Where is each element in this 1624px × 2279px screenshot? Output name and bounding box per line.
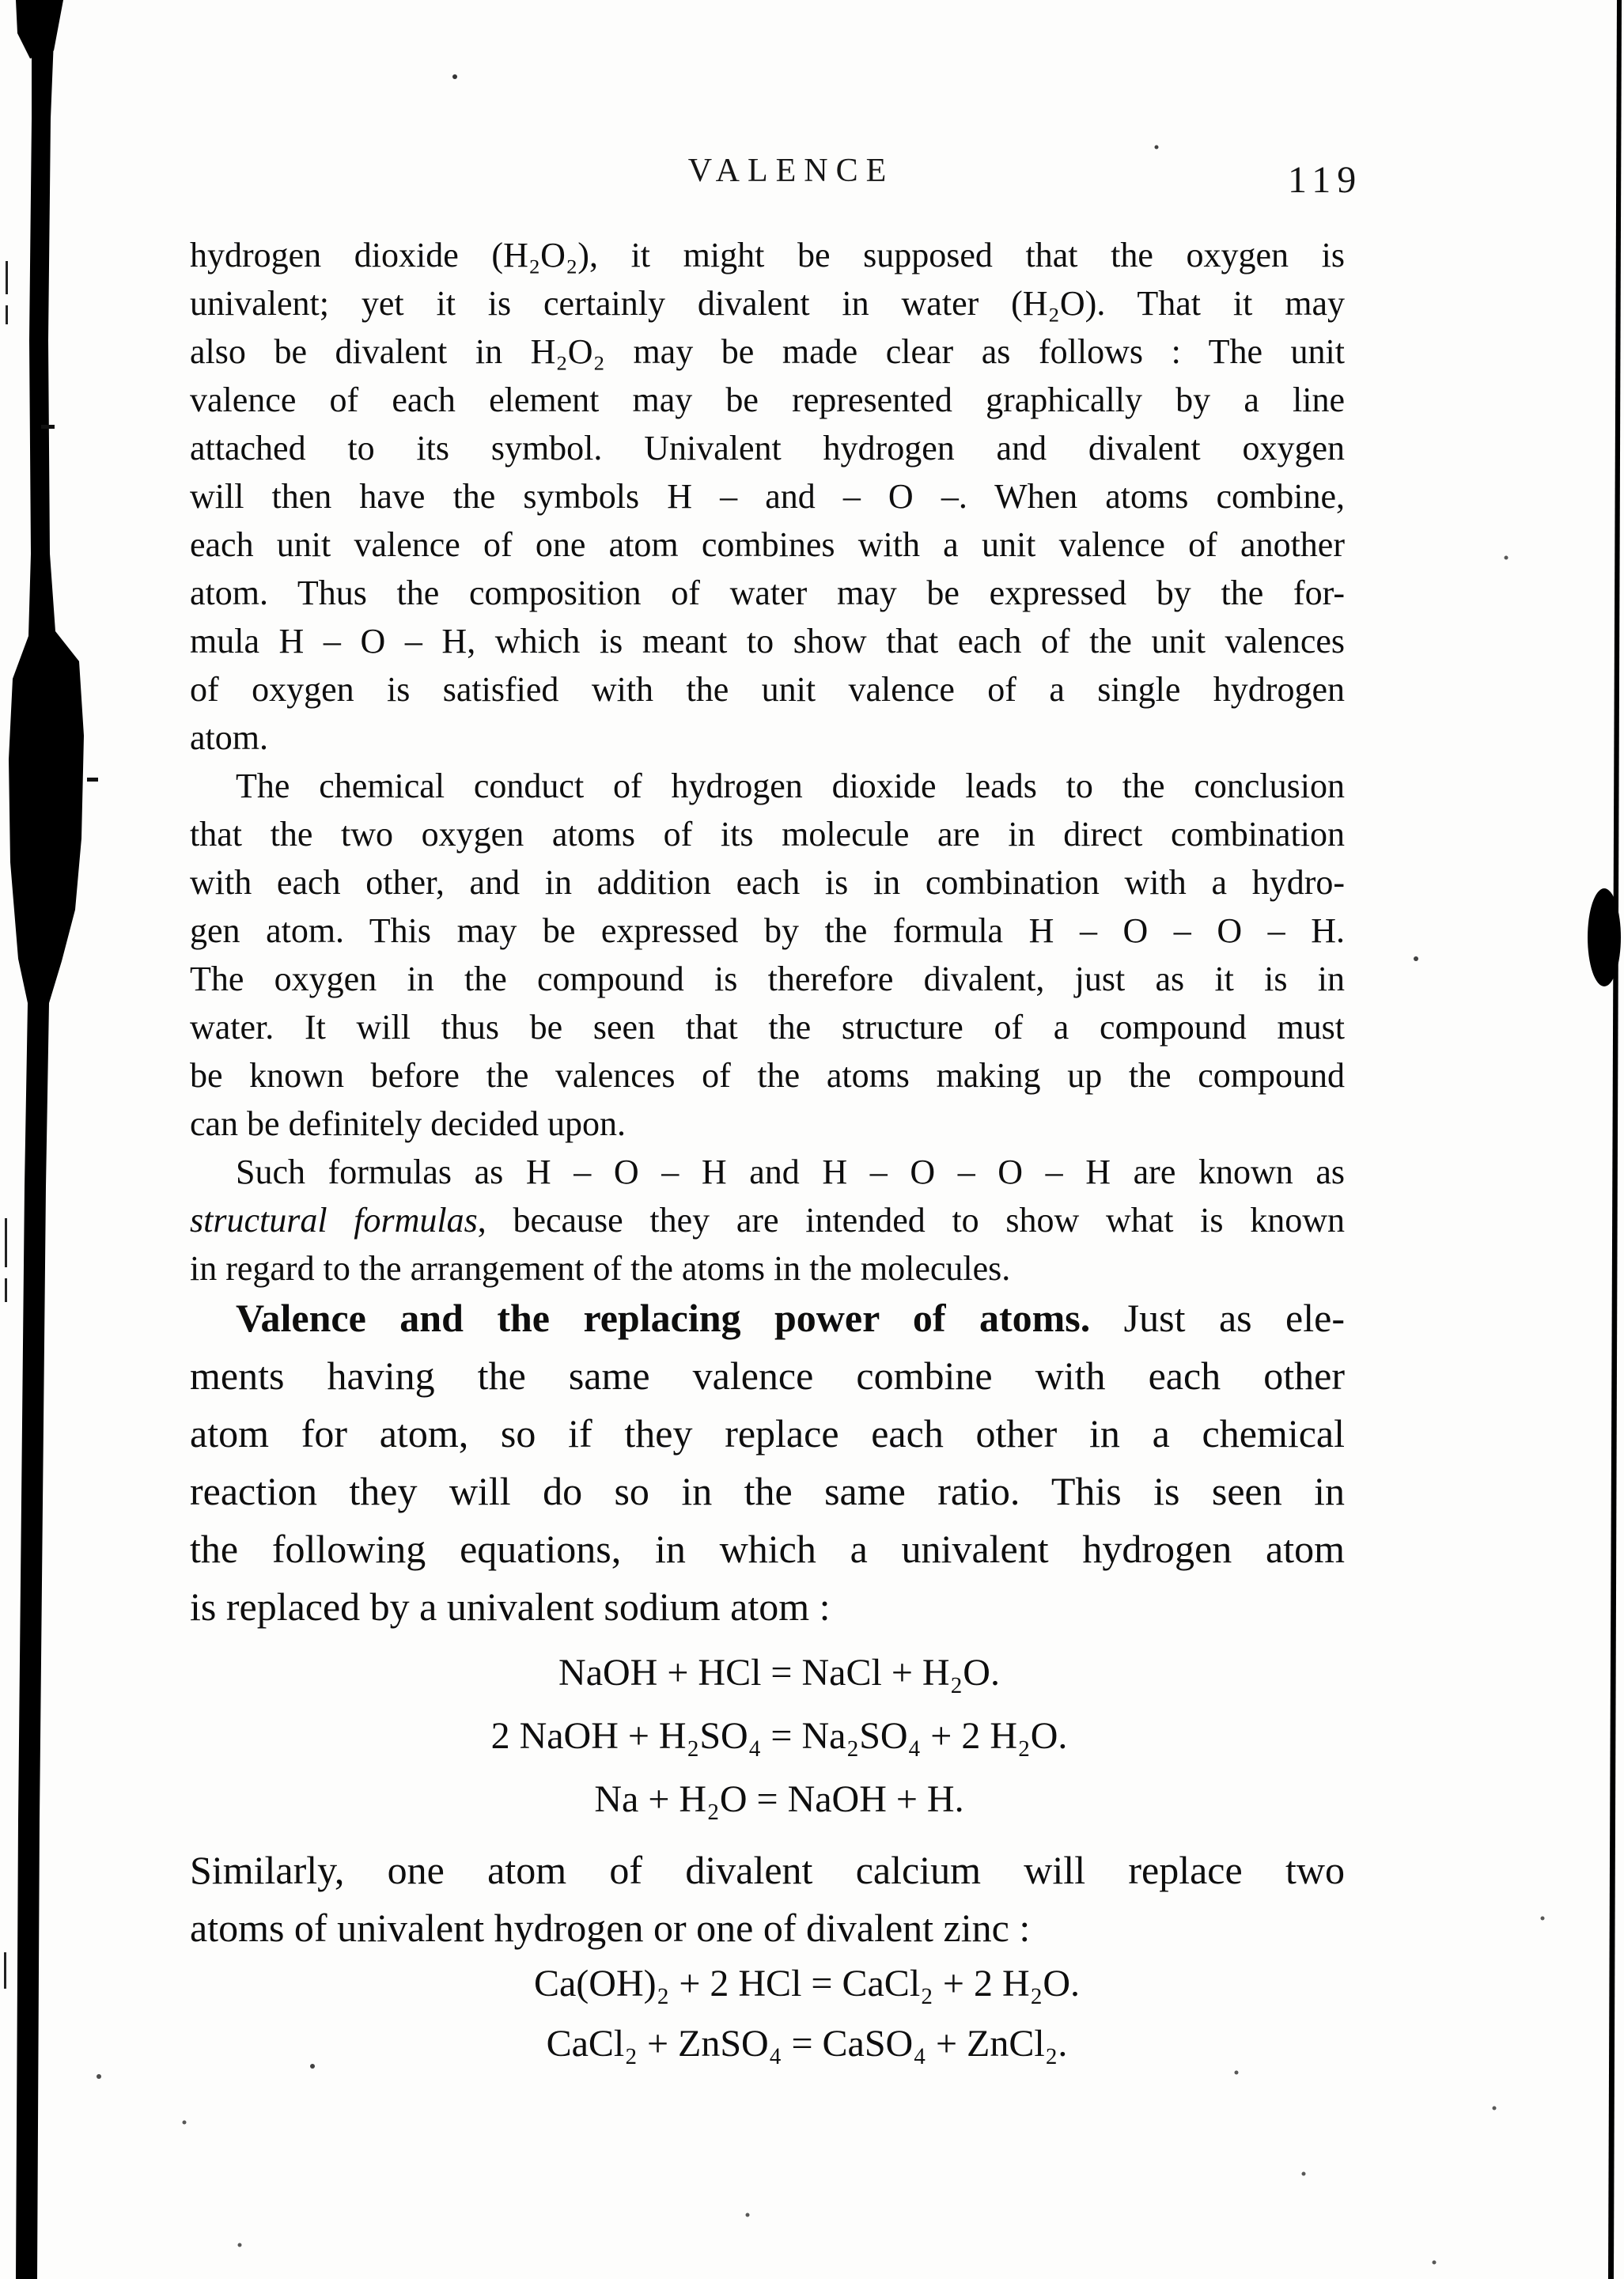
margin-dash	[41, 425, 55, 429]
left-ink-top-blob	[16, 0, 63, 59]
body-text-line: valence of each element may be represented graphically by a line	[190, 380, 1345, 419]
paragraph-chemical-conduct	[190, 762, 1345, 1148]
page-number: 119	[1288, 159, 1363, 201]
body-text-line: atom. Thus the composition of water may be expressed by the for-	[190, 574, 1345, 612]
equation-line: CaCl₂ + ZnSO₄ = CaSO₄ + ZnCl₂.	[546, 2023, 1068, 2065]
body-text-line: in regard to the arrangement of the atoms in the molecules.	[190, 1249, 1011, 1288]
ink-speck	[1414, 956, 1418, 961]
margin-tick	[6, 261, 8, 294]
ink-speck	[97, 2074, 101, 2079]
body-text-line: atom.	[190, 718, 268, 757]
body-text-line: the following equations, in which a univalent hydrogen atom	[190, 1527, 1345, 1571]
equation-line: 2 NaOH + H₂SO₄ = Na₂SO₄ + 2 H₂O.	[490, 1715, 1068, 1757]
margin-tick	[5, 1278, 7, 1302]
body-text-line: each unit valence of one atom combines with a unit valence of another	[190, 525, 1345, 564]
body-text-line: be known before the valences of the atoms making up the compound	[190, 1056, 1345, 1095]
ink-speck	[1155, 146, 1159, 150]
margin-tick	[6, 305, 8, 324]
body-text-line: ments having the same valence combine with each other	[190, 1353, 1345, 1398]
body-text-line: The oxygen in the compound is therefore divalent, just as it is in	[190, 960, 1345, 998]
ink-speck	[1433, 2261, 1437, 2265]
body-text-line: The chemical conduct of hydrogen dioxide leads to the conclusion	[236, 767, 1345, 805]
body-text-line	[190, 1196, 1345, 1244]
ink-speck	[183, 2121, 187, 2125]
ink-speck	[1505, 556, 1509, 560]
body-text-line: is replaced by a univalent sodium atom :	[190, 1584, 831, 1629]
ink-speck	[452, 74, 457, 79]
body-text-line: gen atom. This may be expressed by the formula H – O – O – H.	[190, 911, 1345, 950]
body-text-line: univalent; yet it is certainly divalent in water (H₂O). That it may	[190, 284, 1345, 323]
body-text-line: reaction they will do so in the same ratio. This is seen in	[190, 1469, 1345, 1513]
margin-tick	[5, 1218, 7, 1267]
body-text-line: Such formulas as H – O – H and H – O – O – H are known as	[236, 1153, 1345, 1191]
ink-speck	[1302, 2172, 1306, 2176]
body-text-segment: , because they are intended to show what is known	[477, 1201, 1345, 1240]
body-text-line: will then have the symbols H – and – O –. When atoms combine,	[190, 477, 1345, 516]
body-text-line: mula H – O – H, which is meant to show that each of the unit valences	[190, 622, 1345, 661]
paragraph-similarly	[190, 1842, 1345, 1957]
body-text-line: hydrogen dioxide (H₂O₂), it might be supposed that the oxygen is	[190, 236, 1345, 274]
body-text-line: can be definitely decided upon.	[190, 1104, 627, 1143]
equation-line: Na + H₂O = NaOH + H.	[594, 1778, 964, 1820]
ink-speck	[746, 2213, 750, 2217]
body-text-line: water. It will thus be seen that the structure of a compound must	[190, 1008, 1345, 1047]
equation-group-sodium	[202, 1641, 1357, 1831]
ink-speck	[1493, 2107, 1497, 2111]
section-valence-replacing-power	[190, 1289, 1345, 1636]
ink-speck	[238, 2243, 242, 2247]
body-text-line: attached to its symbol. Univalent hydrogen and divalent oxygen	[190, 429, 1345, 468]
paragraph-hydrogen-dioxide	[190, 231, 1345, 762]
section-heading-bold: Valence and the replacing power of atoms.	[236, 1296, 1091, 1340]
body-text-line: also be divalent in H₂O₂ may be made clear as follows : The unit	[190, 332, 1345, 371]
equation-group-calcium	[229, 1954, 1384, 2074]
structural-formulas-italic-term: structural formulas	[190, 1201, 478, 1240]
equation-line: Ca(OH)₂ + 2 HCl = CaCl₂ + 2 H₂O.	[533, 1963, 1081, 2005]
body-text-line: that the two oxygen atoms of its molecule are in direct combination	[190, 815, 1345, 854]
body-text-line: Similarly, one atom of divalent calcium will replace two	[190, 1848, 1345, 1892]
ink-speck	[1541, 1917, 1545, 1921]
running-head-title: VALENCE	[687, 153, 895, 189]
body-text-line: atoms of univalent hydrogen or one of divalent zinc :	[190, 1906, 1031, 1950]
body-text-line: with each other, and in addition each is in combination with a hydro-	[190, 863, 1345, 902]
body-text-line: atom for atom, so if they replace each other in a chemical	[190, 1411, 1345, 1456]
paragraph-structural-formulas	[190, 1148, 1345, 1293]
margin-dash	[87, 778, 98, 782]
right-ink-blob	[1588, 888, 1621, 986]
section-heading-line	[190, 1289, 1345, 1347]
body-text-segment: Just as ele-	[1090, 1296, 1345, 1340]
equation-line: NaOH + HCl = NaCl + H₂O.	[558, 1652, 1000, 1694]
left-ink-bar	[9, 0, 84, 2279]
margin-tick	[4, 1952, 6, 1989]
body-text-line: of oxygen is satisfied with the unit valence of a single hydrogen	[190, 670, 1345, 709]
right-ink-line	[1608, 0, 1622, 2279]
